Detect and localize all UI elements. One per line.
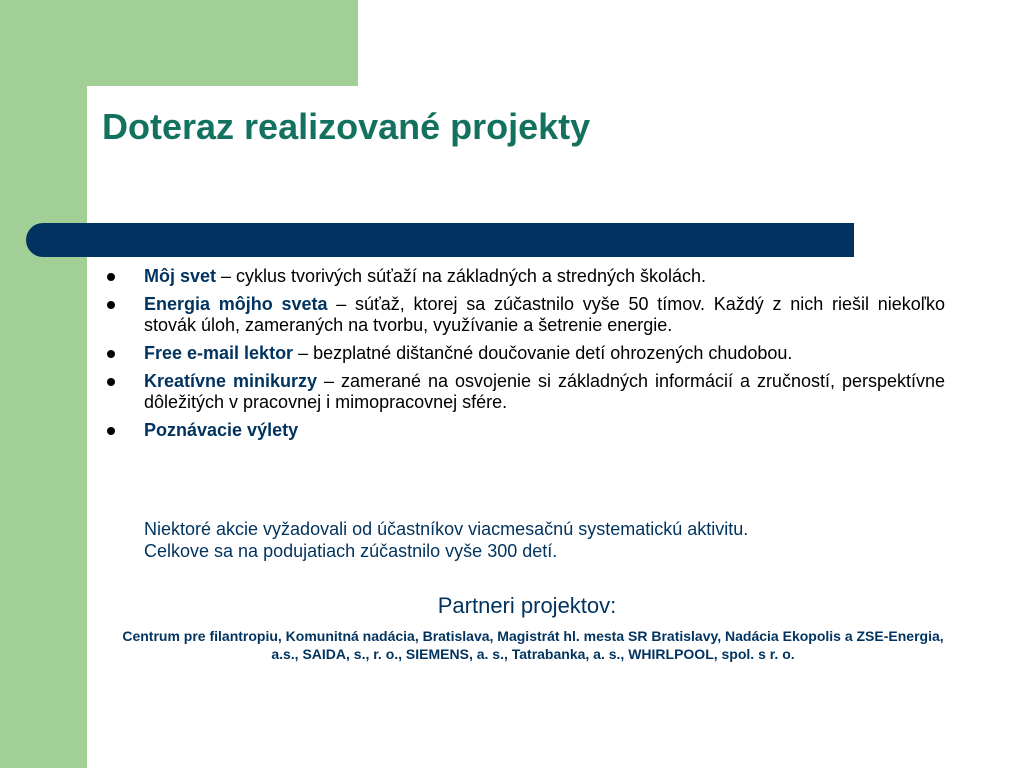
decor-green-top	[0, 0, 358, 86]
bullet-text: – súťaž, ktorej sa zúčastnilo vyše 50 tímov. Každý z nich riešil niekoľko stovák úloh, zameraných na tvorbu, využívanie a šetrenie energie.	[144, 294, 945, 335]
partners-heading: Partneri projektov:	[437, 593, 617, 618]
bullet-dot-icon	[107, 378, 115, 386]
list-item	[103, 266, 945, 287]
activity-note	[144, 518, 748, 562]
note-line-2: Celkove sa na podujatiach zúčastnilo vyše 300 detí.	[144, 541, 558, 561]
partners-list: Centrum pre filantropiu, Komunitná nadácia, Bratislava, Magistrát hl. mesta SR Bratislavy, Nadácia Ekopolis a ZSE-Energia, a.s., SAIDA, s., r. o., SIEMENS, a. s., Tatrabanka, a. s., WHIRLPOOL, spol. s r. o.	[122, 628, 944, 662]
bullet-dot-icon	[107, 273, 115, 281]
bullet-bold: Môj svet	[144, 266, 217, 286]
decor-green-left	[0, 0, 87, 768]
decor-white-right	[358, 0, 1024, 90]
list-item	[103, 371, 945, 413]
bullet-dot-icon	[107, 350, 115, 358]
bullet-text: – cyklus tvorivých súťaží na základných a stredných školách.	[216, 266, 707, 286]
list-item	[103, 294, 945, 336]
slide-title: Doteraz realizované projekty	[102, 106, 591, 147]
list-item	[103, 343, 945, 364]
bullet-bold: Poznávacie výlety	[144, 420, 299, 440]
list-item	[103, 420, 945, 441]
bullet-list	[103, 266, 945, 448]
bullet-text: – bezplatné dištančné doučovanie detí ohrozených chudobou.	[293, 343, 793, 363]
title-underline-bar	[26, 223, 854, 257]
bullet-text: – zamerané na osvojenie si základných informácií a zručností, perspektívne dôležitých v pracovnej i mimopracovnej sfére.	[144, 371, 945, 412]
bullet-bold: Free e-mail lektor	[144, 343, 294, 363]
bullet-dot-icon	[107, 301, 115, 309]
note-line-1: Niektoré akcie vyžadovali od účastníkov viacmesačnú systematickú aktivitu.	[144, 519, 749, 539]
bullet-bold: Kreatívne minikurzy	[144, 371, 318, 391]
bullet-dot-icon	[107, 427, 115, 435]
bullet-bold: Energia môjho sveta	[144, 294, 328, 314]
